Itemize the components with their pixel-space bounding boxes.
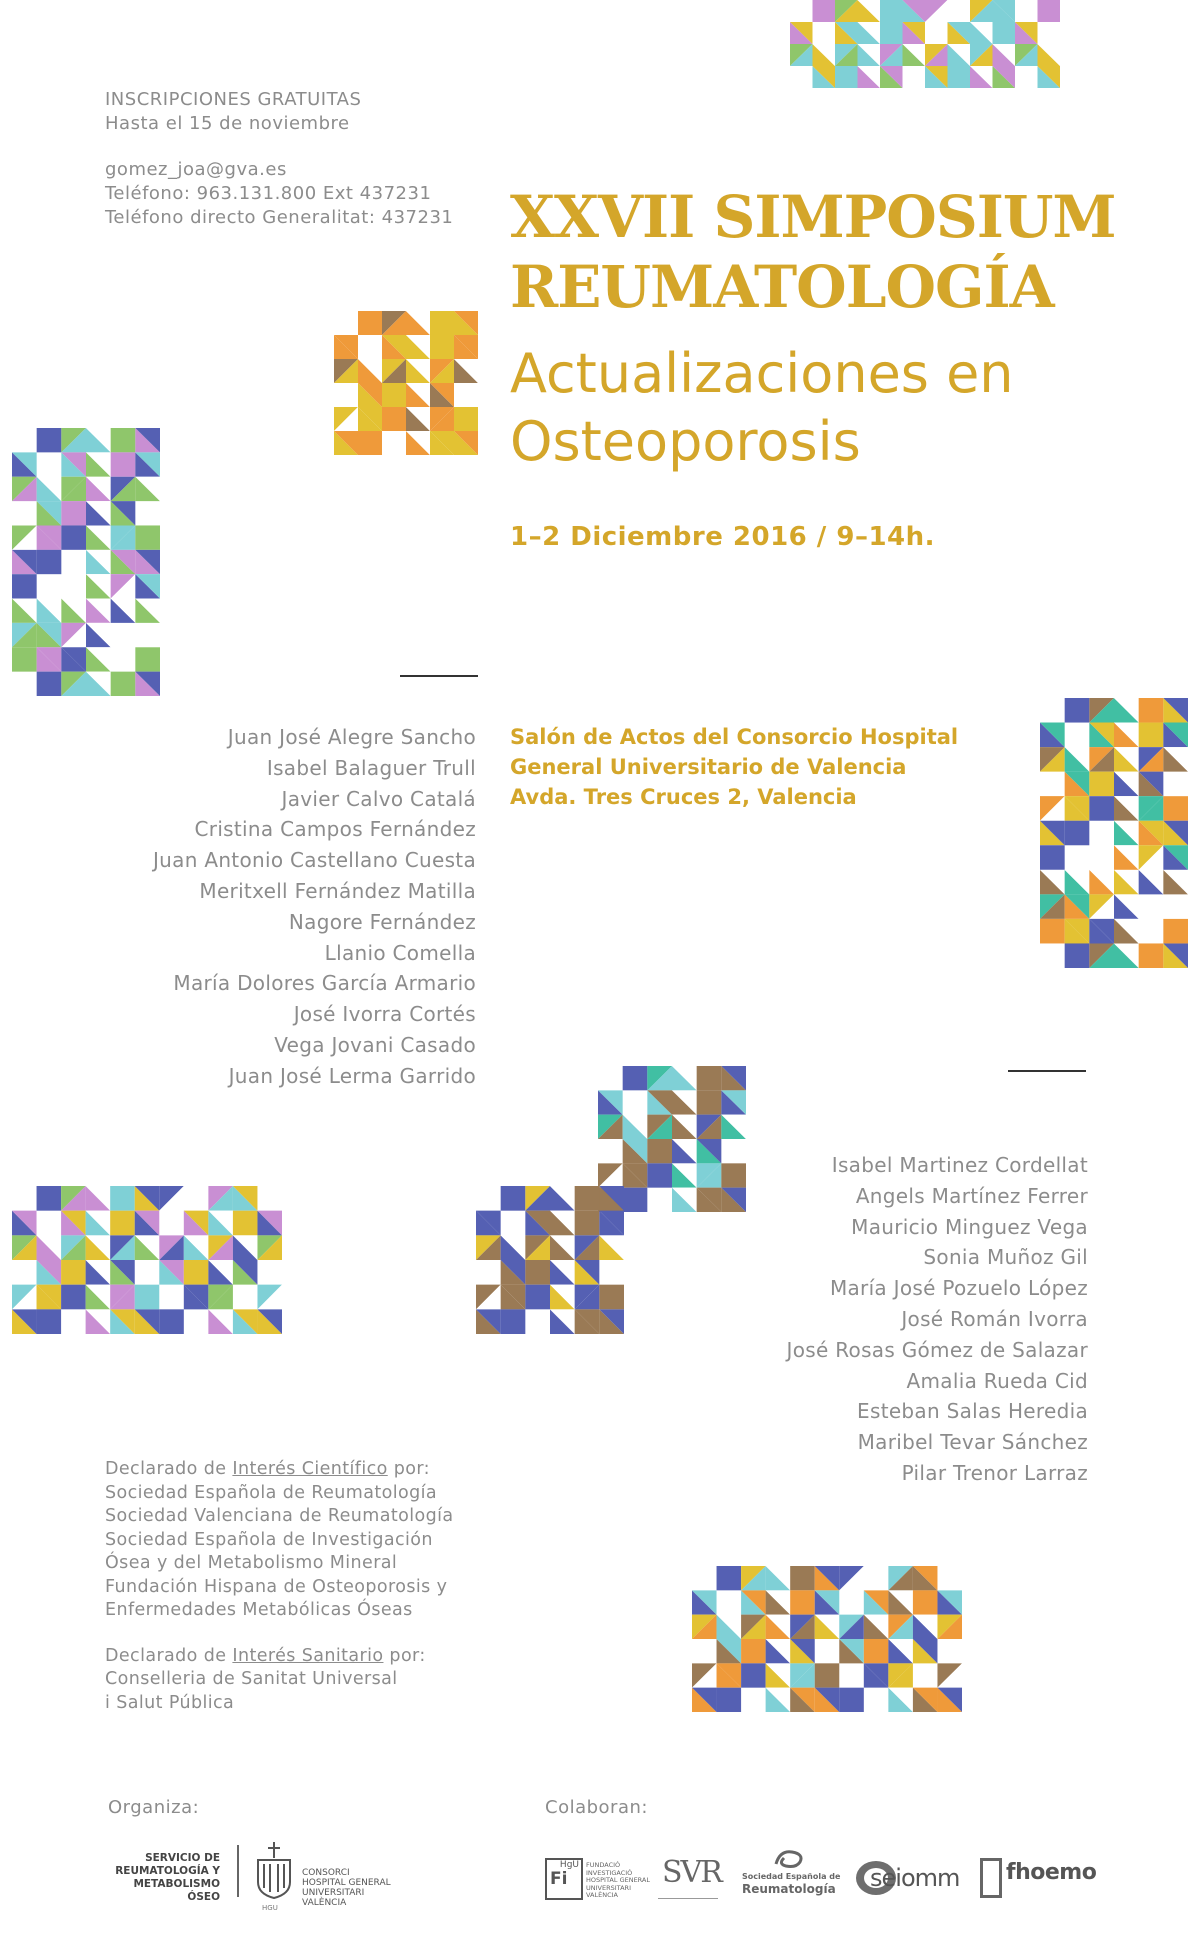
- speaker-name: Javier Calvo Catalá: [281, 786, 476, 811]
- page-title: [510, 182, 1116, 322]
- speakers-left-list: [153, 722, 476, 1092]
- entity: Sociedad Española de Reumatología: [105, 1482, 437, 1503]
- registration-info: [105, 88, 453, 230]
- speaker-name: Juan José Alegre Sancho: [227, 725, 476, 749]
- divider-right: [1008, 1070, 1086, 1072]
- logo-fhoemo: fhoemo: [1006, 1860, 1097, 1885]
- fhoemo-logo-icon: [980, 1858, 1002, 1898]
- sanitary-declaration: Declarado de Interés Sanitario por:: [105, 1645, 426, 1666]
- venue-line-1: Salón de Actos del Consorcio Hospital: [510, 725, 959, 749]
- event-date: 1–2 Diciembre 2016 / 9–14h.: [510, 522, 936, 552]
- logo-servicio-reumatologia: SERVICIO DE REUMATOLOGÍA Y METABOLISMO ÓSEO: [115, 1852, 220, 1903]
- speaker-name: José Ivorra Cortés: [293, 1002, 476, 1027]
- speaker-name: Amalia Rueda Cid: [906, 1368, 1088, 1393]
- scientific-interest-link[interactable]: Interés Científico: [232, 1459, 388, 1479]
- speaker-name: María Dolores García Armario: [173, 971, 476, 996]
- quilt-motif-left-wide: [12, 1186, 282, 1334]
- speaker-name: Isabel Martinez Cordellat: [831, 1153, 1088, 1177]
- entity: Fundación Hispana de Osteoporosis y: [105, 1576, 448, 1597]
- scientific-declaration: Declarado de Interés Científico por:: [105, 1459, 430, 1479]
- subtitle-line-2: Osteoporosis: [510, 410, 861, 473]
- logo-fundacion-text: FUNDACIÓ INVESTIGACIÓ HOSPITAL GENERAL UNIVERSITARI VALÈNCIA: [586, 1861, 651, 1899]
- colaboran-label: Colaboran:: [545, 1797, 648, 1818]
- speaker-name: Angels Martínez Ferrer: [855, 1183, 1088, 1208]
- entity: Sociedad Valenciana de Reumatología: [105, 1506, 454, 1526]
- quilt-motif-center-navy: [476, 1186, 624, 1334]
- quilt-motif-right-tall: [1040, 698, 1188, 968]
- logo-seiomm: seiomm: [870, 1864, 960, 1892]
- entity: Enfermedades Metabólicas Óseas: [105, 1600, 413, 1620]
- speaker-name: Sonia Muñoz Gil: [923, 1245, 1088, 1270]
- title-line-1: XXVII SIMPOSIUM: [510, 183, 1116, 251]
- subtitle-line-1: Actualizaciones en: [510, 342, 1014, 405]
- speaker-name: Pilar Trenor Larraz: [901, 1460, 1088, 1485]
- title-line-2: REUMATOLOGÍA: [510, 253, 1054, 321]
- entity: Conselleria de Sanitat Universal: [105, 1669, 398, 1689]
- logo-svr-underline: [658, 1898, 718, 1899]
- logo-divider: [237, 1845, 239, 1897]
- speaker-name: Isabel Balaguer Trull: [266, 755, 476, 780]
- registration-email[interactable]: gomez_joa@gva.es: [105, 159, 287, 180]
- speaker-name: María José Pozuelo López: [829, 1276, 1088, 1301]
- registration-phone: Teléfono: 963.131.800 Ext 437231: [105, 183, 432, 204]
- speaker-name: Meritxell Fernández Matilla: [199, 878, 476, 903]
- speaker-name: Vega Jovani Casado: [274, 1032, 476, 1057]
- registration-direct-phone: Teléfono directo Generalitat: 437231: [105, 207, 454, 228]
- speaker-name: Juan Antonio Castellano Cuesta: [152, 848, 476, 873]
- page-subtitle: [510, 340, 1014, 476]
- quilt-motif-left-tall: [12, 428, 160, 696]
- logo-consorci-hospital: CONSORCI HOSPITAL GENERAL UNIVERSITARI VALÈNCIA: [302, 1868, 391, 1908]
- ser-logo-icon: [770, 1846, 810, 1872]
- logo-ser: Reumatología: [742, 1882, 836, 1896]
- speaker-name: Nagore Fernández: [288, 909, 476, 934]
- entity: Ósea y del Metabolismo Mineral: [105, 1553, 398, 1573]
- speaker-name: Maribel Tevar Sánchez: [857, 1430, 1088, 1455]
- quilt-motif-top: [790, 0, 1060, 88]
- entity: Sociedad Española de Investigación: [105, 1529, 433, 1550]
- registration-heading: INSCRIPCIONES GRATUITAS: [105, 89, 362, 110]
- logo-svr: SVR: [662, 1855, 721, 1890]
- sanitary-interest-link[interactable]: Interés Sanitario: [232, 1645, 384, 1666]
- quilt-motif-orange: [334, 311, 478, 455]
- speaker-name: José Román Ivorra: [901, 1306, 1088, 1331]
- speaker-name: Esteban Salas Heredia: [857, 1399, 1088, 1424]
- speaker-name: Juan José Lerma Garrido: [228, 1063, 476, 1088]
- logo-ser-top: Sociedad Española de: [742, 1872, 841, 1881]
- organiza-label: Organiza:: [108, 1797, 200, 1818]
- venue-line-3: Avda. Tres Cruces 2, Valencia: [510, 785, 857, 809]
- entity: i Salut Pública: [105, 1692, 235, 1713]
- speaker-name: Mauricio Minguez Vega: [851, 1214, 1088, 1239]
- logo-fundacion-box: HgU Fi: [545, 1858, 583, 1900]
- speaker-name: Cristina Campos Fernández: [194, 817, 476, 842]
- venue: [510, 722, 958, 812]
- divider-left: [400, 675, 478, 677]
- hospital-crest-icon: [250, 1838, 298, 1904]
- declarations: [105, 1458, 453, 1715]
- speaker-name: José Rosas Gómez de Salazar: [786, 1337, 1088, 1362]
- speaker-name: Llanio Comella: [324, 940, 476, 965]
- venue-line-2: General Universitario de Valencia: [510, 755, 907, 779]
- registration-deadline: Hasta el 15 de noviembre: [105, 113, 350, 134]
- hgu-small-text: HGU: [262, 1904, 278, 1912]
- quilt-motif-bottom-right: [692, 1566, 962, 1712]
- speakers-right-list: [787, 1150, 1088, 1489]
